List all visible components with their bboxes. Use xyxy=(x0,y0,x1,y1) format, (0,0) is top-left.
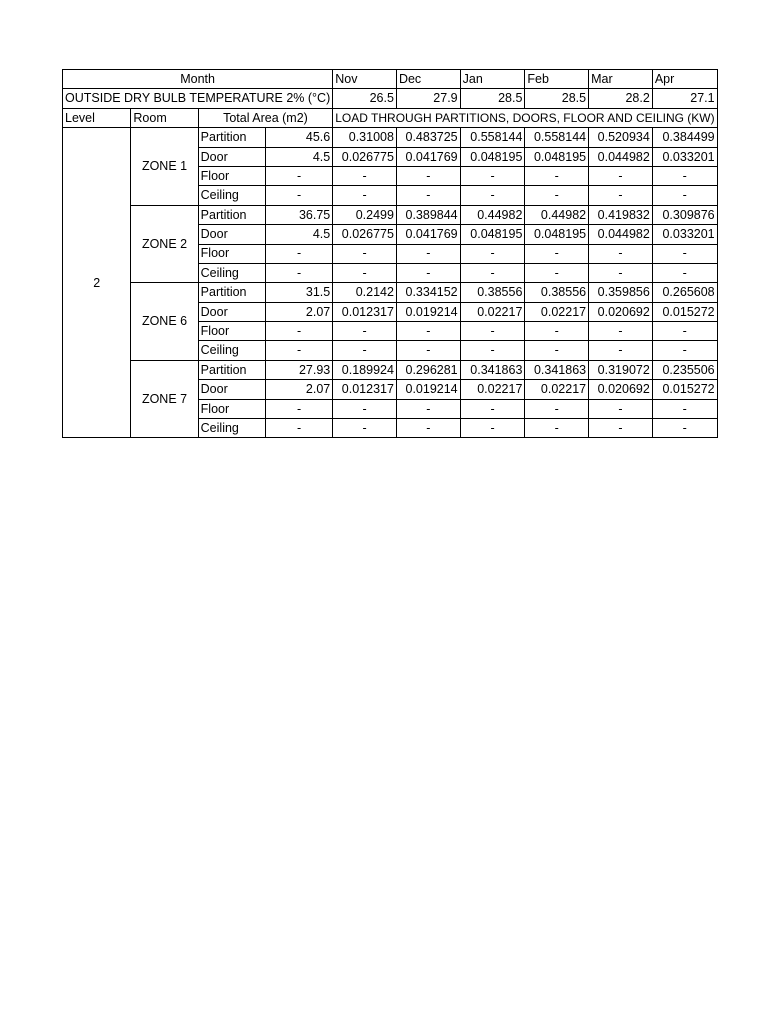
load-value-cell: 0.048195 xyxy=(525,225,589,244)
load-value-cell: 0.389844 xyxy=(396,205,460,224)
load-value-cell: - xyxy=(589,341,653,360)
load-value-cell: - xyxy=(652,341,717,360)
month-row xyxy=(63,70,718,89)
load-value-cell: 0.012317 xyxy=(333,380,397,399)
load-value-cell: - xyxy=(589,186,653,205)
load-value-cell: - xyxy=(460,186,525,205)
area-cell: - xyxy=(265,263,332,282)
area-cell: - xyxy=(265,419,332,438)
load-value-cell: - xyxy=(396,186,460,205)
area-cell: - xyxy=(265,341,332,360)
load-value-cell: 0.02217 xyxy=(460,302,525,321)
load-value-cell: - xyxy=(652,244,717,263)
load-value-cell: 0.319072 xyxy=(589,360,653,379)
load-value-cell: - xyxy=(460,322,525,341)
load-value-cell: - xyxy=(396,341,460,360)
month-mar: Mar xyxy=(589,70,653,89)
area-cell: - xyxy=(265,166,332,185)
table-row xyxy=(63,360,718,379)
temperature-label: OUTSIDE DRY BULB TEMPERATURE 2% (°C) xyxy=(63,89,333,108)
load-value-cell: 0.044982 xyxy=(589,147,653,166)
load-value-cell: - xyxy=(396,419,460,438)
load-value-cell: - xyxy=(525,322,589,341)
area-cell: - xyxy=(265,186,332,205)
load-value-cell: - xyxy=(589,263,653,282)
load-value-cell: - xyxy=(396,244,460,263)
area-header: Total Area (m2) xyxy=(198,108,333,127)
load-value-cell: 0.033201 xyxy=(652,225,717,244)
load-value-cell: - xyxy=(460,341,525,360)
load-value-cell: 0.026775 xyxy=(333,225,397,244)
load-value-cell: 0.38556 xyxy=(525,283,589,302)
load-value-cell: - xyxy=(333,322,397,341)
zone-name: ZONE 2 xyxy=(131,205,198,283)
load-value-cell: 0.296281 xyxy=(396,360,460,379)
load-value-cell: 0.265608 xyxy=(652,283,717,302)
area-cell: 31.5 xyxy=(265,283,332,302)
load-value-cell: 0.041769 xyxy=(396,147,460,166)
load-table xyxy=(62,69,718,438)
load-value-cell: - xyxy=(333,186,397,205)
area-cell: 27.93 xyxy=(265,360,332,379)
load-value-cell: 0.048195 xyxy=(460,225,525,244)
load-value-cell: - xyxy=(525,419,589,438)
zone-name: ZONE 6 xyxy=(131,283,198,361)
area-cell: 4.5 xyxy=(265,225,332,244)
element-type: Floor xyxy=(198,166,265,185)
element-type: Door xyxy=(198,302,265,321)
load-value-cell: - xyxy=(525,341,589,360)
load-value-cell: - xyxy=(333,341,397,360)
load-value-cell: - xyxy=(589,399,653,418)
area-cell: 45.6 xyxy=(265,128,332,147)
table-row xyxy=(63,128,718,147)
load-value-cell: 0.341863 xyxy=(460,360,525,379)
load-value-cell: - xyxy=(460,263,525,282)
load-value-cell: - xyxy=(652,322,717,341)
table-row xyxy=(63,283,718,302)
month-feb: Feb xyxy=(525,70,589,89)
load-value-cell: - xyxy=(525,399,589,418)
element-type: Partition xyxy=(198,205,265,224)
element-type: Ceiling xyxy=(198,186,265,205)
load-value-cell: 0.419832 xyxy=(589,205,653,224)
load-value-cell: 0.041769 xyxy=(396,225,460,244)
month-jan: Jan xyxy=(460,70,525,89)
temp-mar: 28.2 xyxy=(589,89,653,108)
load-value-cell: 0.048195 xyxy=(525,147,589,166)
element-type: Door xyxy=(198,147,265,166)
area-cell: 2.07 xyxy=(265,302,332,321)
element-type: Partition xyxy=(198,283,265,302)
load-value-cell: - xyxy=(333,399,397,418)
load-value-cell: 0.044982 xyxy=(589,225,653,244)
load-value-cell: 0.31008 xyxy=(333,128,397,147)
element-type: Partition xyxy=(198,128,265,147)
month-apr: Apr xyxy=(652,70,717,89)
area-cell: 36.75 xyxy=(265,205,332,224)
load-value-cell: 0.015272 xyxy=(652,380,717,399)
element-type: Door xyxy=(198,380,265,399)
load-value-cell: - xyxy=(396,166,460,185)
load-value-cell: 0.44982 xyxy=(525,205,589,224)
element-type: Ceiling xyxy=(198,419,265,438)
column-header-row xyxy=(63,108,718,127)
zone-name: ZONE 7 xyxy=(131,360,198,438)
load-value-cell: - xyxy=(525,244,589,263)
load-value-cell: - xyxy=(652,263,717,282)
load-value-cell: 0.309876 xyxy=(652,205,717,224)
load-value-cell: - xyxy=(396,263,460,282)
load-value-cell: 0.384499 xyxy=(652,128,717,147)
load-value-cell: - xyxy=(652,419,717,438)
temp-jan: 28.5 xyxy=(460,89,525,108)
load-value-cell: 0.020692 xyxy=(589,380,653,399)
area-cell: 4.5 xyxy=(265,147,332,166)
load-value-cell: 0.483725 xyxy=(396,128,460,147)
load-value-cell: - xyxy=(396,322,460,341)
area-cell: - xyxy=(265,244,332,263)
temp-apr: 27.1 xyxy=(652,89,717,108)
load-value-cell: 0.019214 xyxy=(396,380,460,399)
load-value-cell: 0.2142 xyxy=(333,283,397,302)
load-value-cell: 0.235506 xyxy=(652,360,717,379)
load-value-cell: - xyxy=(525,186,589,205)
load-value-cell: - xyxy=(652,399,717,418)
load-value-cell: 0.033201 xyxy=(652,147,717,166)
load-value-cell: 0.02217 xyxy=(525,380,589,399)
load-value-cell: - xyxy=(460,419,525,438)
load-value-cell: - xyxy=(333,244,397,263)
load-value-cell: 0.020692 xyxy=(589,302,653,321)
temperature-row xyxy=(63,89,718,108)
load-value-cell: - xyxy=(525,166,589,185)
load-value-cell: 0.019214 xyxy=(396,302,460,321)
load-value-cell: 0.520934 xyxy=(589,128,653,147)
load-value-cell: 0.012317 xyxy=(333,302,397,321)
load-header: LOAD THROUGH PARTITIONS, DOORS, FLOOR AND CEILING (KW) xyxy=(333,108,717,127)
table-row xyxy=(63,205,718,224)
load-value-cell: - xyxy=(333,419,397,438)
month-dec: Dec xyxy=(396,70,460,89)
load-value-cell: 0.359856 xyxy=(589,283,653,302)
element-type: Door xyxy=(198,225,265,244)
load-value-cell: 0.2499 xyxy=(333,205,397,224)
area-cell: 2.07 xyxy=(265,380,332,399)
load-value-cell: - xyxy=(589,322,653,341)
load-value-cell: - xyxy=(589,166,653,185)
load-value-cell: 0.015272 xyxy=(652,302,717,321)
load-value-cell: - xyxy=(396,399,460,418)
load-value-cell: 0.558144 xyxy=(525,128,589,147)
month-label: Month xyxy=(63,70,333,89)
load-value-cell: - xyxy=(652,186,717,205)
zone-name: ZONE 1 xyxy=(131,128,198,206)
load-value-cell: 0.189924 xyxy=(333,360,397,379)
load-value-cell: - xyxy=(460,166,525,185)
load-value-cell: - xyxy=(460,244,525,263)
area-cell: - xyxy=(265,322,332,341)
temp-nov: 26.5 xyxy=(333,89,397,108)
load-value-cell: - xyxy=(652,166,717,185)
month-nov: Nov xyxy=(333,70,397,89)
element-type: Floor xyxy=(198,244,265,263)
load-value-cell: 0.558144 xyxy=(460,128,525,147)
area-cell: - xyxy=(265,399,332,418)
load-value-cell: 0.02217 xyxy=(460,380,525,399)
level-cell: 2 xyxy=(63,128,131,438)
load-value-cell: 0.02217 xyxy=(525,302,589,321)
load-value-cell: - xyxy=(333,166,397,185)
load-value-cell: - xyxy=(525,263,589,282)
load-value-cell: 0.048195 xyxy=(460,147,525,166)
load-value-cell: 0.341863 xyxy=(525,360,589,379)
level-header: Level xyxy=(63,108,131,127)
load-value-cell: - xyxy=(589,419,653,438)
load-value-cell: - xyxy=(589,244,653,263)
element-type: Ceiling xyxy=(198,341,265,360)
element-type: Ceiling xyxy=(198,263,265,282)
load-value-cell: - xyxy=(333,263,397,282)
load-value-cell: 0.334152 xyxy=(396,283,460,302)
temp-dec: 27.9 xyxy=(396,89,460,108)
element-type: Floor xyxy=(198,399,265,418)
load-value-cell: 0.44982 xyxy=(460,205,525,224)
load-value-cell: 0.38556 xyxy=(460,283,525,302)
room-header: Room xyxy=(131,108,198,127)
load-value-cell: 0.026775 xyxy=(333,147,397,166)
element-type: Floor xyxy=(198,322,265,341)
temp-feb: 28.5 xyxy=(525,89,589,108)
load-value-cell: - xyxy=(460,399,525,418)
element-type: Partition xyxy=(198,360,265,379)
